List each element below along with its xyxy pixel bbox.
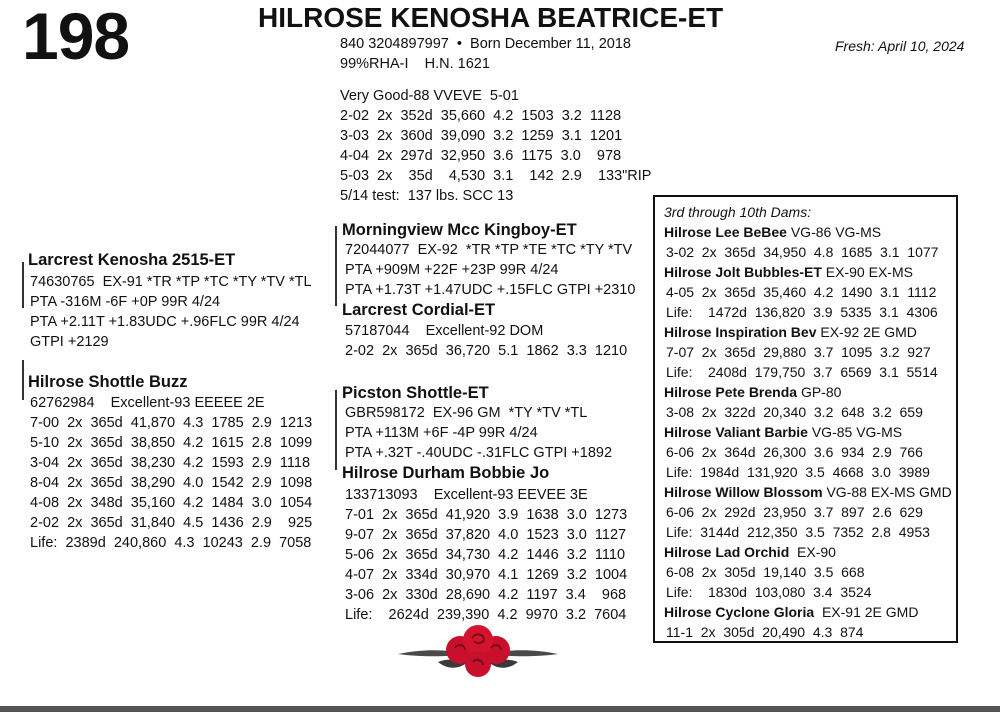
ancestor-dam-record-line: Life: 2408d 179,750 3.7 6569 3.1 5514 <box>666 364 938 380</box>
fresh-date: Fresh: April 10, 2024 <box>835 38 965 54</box>
dam-dam-record-line: 9-07 2x 365d 37,820 4.0 1523 3.0 1127 <box>345 527 627 543</box>
ancestor-dam-name: Hilrose Lee BeBee <box>664 224 787 240</box>
ancestor-dam-record-line: Life: 1472d 136,820 3.9 5335 3.1 4306 <box>666 304 938 320</box>
dam-sire-info-line: PTA +.32T -.40UDC -.31FLC GTPI +1892 <box>345 445 613 461</box>
ancestor-dam-record-line: 6-08 2x 305d 19,140 3.5 668 <box>666 564 865 580</box>
ancestor-dam-entry <box>664 482 956 502</box>
ancestor-dam-record-line: Life: 3144d 212,350 3.5 7352 2.8 4953 <box>666 524 930 540</box>
animal-name: HILROSE KENOSHA BEATRICE-ET <box>258 2 724 33</box>
ancestor-dam-name: Hilrose Lad Orchid <box>664 544 790 560</box>
ancestor-dam-name: Hilrose Pete Brenda <box>664 384 798 400</box>
ancestor-dam-entry <box>664 382 956 402</box>
cow-record-line: 4-04 2x 297d 32,950 3.6 1175 3.0 978 <box>340 148 622 164</box>
ancestor-dams-box <box>653 195 958 643</box>
sire-dam-info-line: 2-02 2x 365d 36,720 5.1 1862 3.3 1210 <box>345 343 628 359</box>
ancestor-dam-classification: GP-80 <box>797 384 842 400</box>
ancestor-dam-record-line: 3-08 2x 322d 20,340 3.2 648 3.2 659 <box>666 404 923 420</box>
dam-sire-name: Picston Shottle-ET <box>342 384 489 402</box>
dam-sire-info-line: PTA +113M +6F -4P 99R 4/24 <box>345 425 538 441</box>
sire-sire-info-line: PTA +1.73T +1.47UDC +.15FLC GTPI +2310 <box>345 282 636 298</box>
ancestor-dam-classification: VG-86 VG-MS <box>786 224 882 240</box>
cow-record-line: 3-03 2x 360d 39,090 3.2 1259 3.1 1201 <box>340 128 623 144</box>
ancestor-dam-record-line: 6-06 2x 364d 26,300 3.6 934 2.9 766 <box>666 444 923 460</box>
sire-bracket <box>22 262 24 308</box>
ancestor-dam-record-line: Life: 1830d 103,080 3.4 3524 <box>666 584 872 600</box>
ancestor-dam-entry <box>664 222 956 242</box>
ancestor-dam-entry <box>664 542 956 562</box>
ancestor-dam-record-line: 4-05 2x 365d 35,460 4.2 1490 3.1 1112 <box>666 284 937 300</box>
sire-dam-info-line: 57187044 Excellent-92 DOM <box>345 323 544 339</box>
ancestor-dam-name: Hilrose Inspiration Bev <box>664 324 817 340</box>
sire-dam-info <box>345 321 627 361</box>
dam-sire-bracket <box>335 390 337 470</box>
ancestor-dam-record-line: 3-02 2x 365d 34,950 4.8 1685 3.1 1077 <box>666 244 939 260</box>
ancestor-dam-record-line: 7-07 2x 365d 29,880 3.7 1095 3.2 927 <box>666 344 931 360</box>
dam-record-line: 2-02 2x 365d 31,840 4.5 1436 2.9 925 <box>30 515 313 531</box>
sire-info-line: PTA +2.11T +1.83UDC +.96FLC 99R 4/24 <box>30 314 300 330</box>
sire-info <box>30 272 312 352</box>
lot-number: 198 <box>22 0 130 73</box>
ancestor-dam-name: Hilrose Jolt Bubbles-ET <box>664 264 822 280</box>
dam-dam-record-line: 133713093 Excellent-93 EEVEE 3E <box>345 487 588 503</box>
sire-name: Larcrest Kenosha 2515-ET <box>28 251 236 269</box>
cow-record-line: Very Good-88 VVEVE 5-01 <box>340 88 519 104</box>
ancestor-dam-classification: EX-90 EX-MS <box>821 264 913 280</box>
ancestor-dam-record-line: 6-06 2x 292d 23,950 3.7 897 2.6 629 <box>666 504 923 520</box>
dam-dam-info <box>345 485 627 625</box>
dam-dam-record-line: 7-01 2x 365d 41,920 3.9 1638 3.0 1273 <box>345 507 628 523</box>
rha-line: 99%RHA-I H.N. 1621 <box>340 56 490 72</box>
sire-info-line: 74630765 EX-91 *TR *TP *TC *TY *TV *TL <box>30 274 312 290</box>
dam-dam-record-line: 5-06 2x 365d 34,730 4.2 1446 3.2 1110 <box>345 547 626 563</box>
dam-record-line: 62762984 Excellent-93 EEEEE 2E <box>30 395 265 411</box>
cow-record-line: 5/14 test: 137 lbs. SCC 13 <box>340 188 514 204</box>
cow-records <box>340 86 651 206</box>
ancestor-dam-record-line: 11-1 2x 305d 20,490 4.3 874 <box>666 624 864 640</box>
ancestor-dam-classification: VG-88 EX-MS GMD <box>822 484 952 500</box>
ancestor-dam-record-line: Life: 1984d 131,920 3.5 4668 3.0 3989 <box>666 464 930 480</box>
dam-bracket <box>22 360 24 400</box>
rose-ornament-icon <box>398 620 558 680</box>
dam-dam-name: Hilrose Durham Bobbie Jo <box>342 464 550 482</box>
ancestor-dam-classification: EX-92 2E GMD <box>816 324 917 340</box>
ancestor-dam-classification: VG-85 VG-MS <box>807 424 903 440</box>
cow-record-line: 5-03 2x 35d 4,530 3.1 142 2.9 133"RIP <box>340 168 652 184</box>
ancestor-dam-classification: EX-90 <box>789 544 836 560</box>
ancestor-dam-entry <box>664 322 956 342</box>
dam-sire-info <box>345 403 612 463</box>
registration-line: 840 3204897997 • Born December 11, 2018 <box>340 36 631 52</box>
dam-record-line: 8-04 2x 365d 38,290 4.0 1542 2.9 1098 <box>30 475 313 491</box>
sire-info-line: GTPI +2129 <box>30 334 109 350</box>
dam-dam-record-line: 4-07 2x 334d 30,970 4.1 1269 3.2 1004 <box>345 567 628 583</box>
dam-info <box>30 393 312 553</box>
sire-info-line: PTA -316M -6F +0P 99R 4/24 <box>30 294 221 310</box>
ancestor-dam-name: Hilrose Valiant Barbie <box>664 424 808 440</box>
ancestor-dam-name: Hilrose Cyclone Gloria <box>664 604 815 620</box>
cow-record-line: 2-02 2x 352d 35,660 4.2 1503 3.2 1128 <box>340 108 622 124</box>
sire-sire-info <box>345 240 635 300</box>
dam-record-line: 3-04 2x 365d 38,230 4.2 1593 2.9 1118 <box>30 455 311 471</box>
dam-sire-info-line: GBR598172 EX-96 GM *TY *TV *TL <box>345 405 588 421</box>
ancestor-dam-entry <box>664 422 956 442</box>
sire-sire-info-line: 72044077 EX-92 *TR *TP *TE *TC *TY *TV <box>345 242 633 258</box>
bottom-rule <box>0 706 1000 712</box>
sire-sire-info-line: PTA +909M +22F +23P 99R 4/24 <box>345 262 559 278</box>
dam-dam-record-line: 3-06 2x 330d 28,690 4.2 1197 3.4 968 <box>345 587 627 603</box>
dam-name: Hilrose Shottle Buzz <box>28 373 188 391</box>
dam-record-line: 7-00 2x 365d 41,870 4.3 1785 2.9 1213 <box>30 415 313 431</box>
ancestor-dam-entry <box>664 262 956 282</box>
sire-dam-name: Larcrest Cordial-ET <box>342 301 496 319</box>
ancestor-dam-name: Hilrose Willow Blossom <box>664 484 823 500</box>
sire-sire-name: Morningview Mcc Kingboy-ET <box>342 221 577 239</box>
ancestor-dam-classification: EX-91 2E GMD <box>814 604 919 620</box>
dam-record-line: 5-10 2x 365d 38,850 4.2 1615 2.8 1099 <box>30 435 313 451</box>
dam-record-line: 4-08 2x 348d 35,160 4.2 1484 3.0 1054 <box>30 495 313 511</box>
ancestor-dam-entry <box>664 602 956 622</box>
ancestor-dams-heading: 3rd through 10th Dams: <box>664 204 812 220</box>
dam-dam-record-line: Life: 2624d 239,390 4.2 9970 3.2 7604 <box>345 607 627 623</box>
sire-sire-bracket <box>335 226 337 306</box>
ancestor-dams-list <box>664 222 956 642</box>
dam-record-line: Life: 2389d 240,860 4.3 10243 2.9 7058 <box>30 535 312 551</box>
